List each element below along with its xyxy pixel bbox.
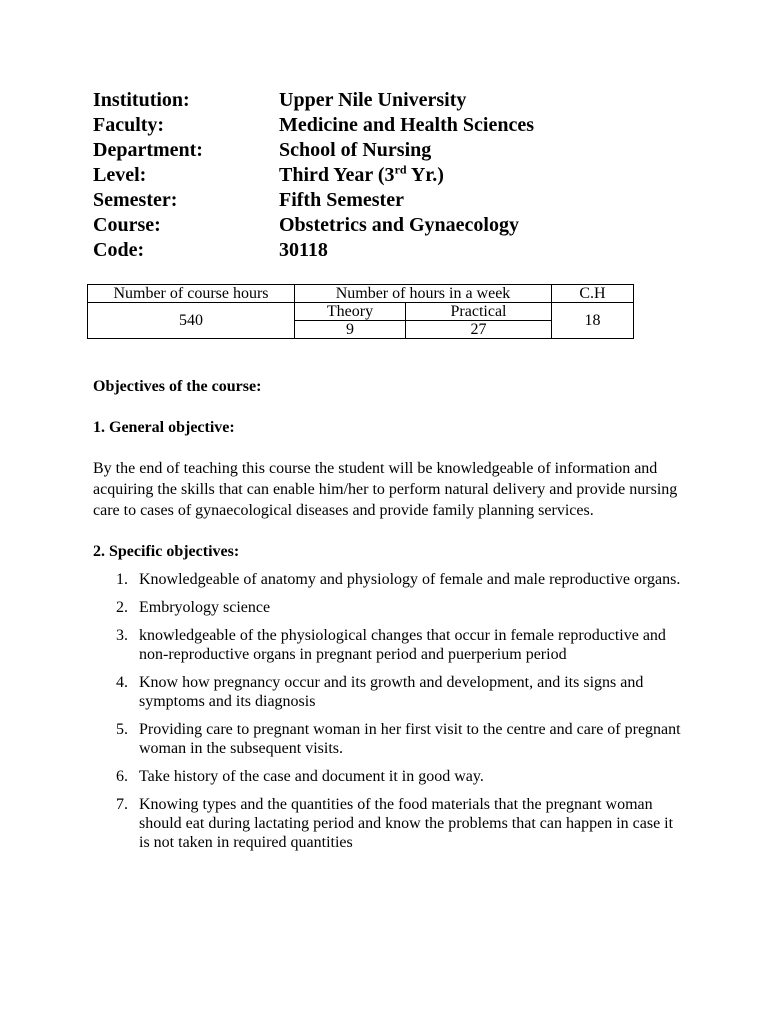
list-item-text: Embryology science [139,599,271,616]
table-row [88,303,634,321]
list-item [93,720,684,758]
list-item-number: 5. [116,721,128,738]
header-value: Upper Nile University [279,89,467,111]
list-item [93,570,684,589]
list-item-text: Take history of the case and document it in good way. [139,768,484,785]
general-objective-text: By the end of teaching this course the student will be knowledgeable of information and acquiring the skills that can enable him/her to perform natural delivery and provide nursing care to cases of gynaecological diseases and provide family planning services. [93,460,678,519]
specific-objectives-list [93,570,693,852]
list-item-text: Knowing types and the quantities of the food materials that the pregnant woman should eat during lactating period and know the problems that can happen in case it is not taken in required quantities [139,796,674,851]
header-label: Institution: [93,89,190,111]
header-row-semester [93,188,534,213]
list-item [93,795,684,852]
header-value: Obstetrics and Gynaecology [279,214,519,236]
list-item-number: 1. [116,571,128,588]
header-label: Semester: [93,189,178,211]
list-item [93,598,684,617]
col-week-hours: Number of hours in a week [295,285,552,303]
header-value: 30118 [279,239,328,261]
general-objective-heading: 1. General objective: [93,419,235,436]
cell-theory: 9 [295,321,406,339]
course-header [93,88,534,263]
list-item-text: Know how pregnancy occur and its growth and development, and its signs and symptoms and its diagnosis [139,674,644,710]
sub-practical: Practical [406,303,552,321]
objectives-heading: Objectives of the course: [93,378,262,395]
list-item-number: 7. [116,796,128,813]
sub-theory: Theory [295,303,406,321]
header-value: Fifth Semester [279,189,404,211]
header-row-department [93,138,534,163]
header-label: Code: [93,239,145,261]
level-value-start: Third Year (3 [279,164,395,186]
cell-practical: 27 [406,321,552,339]
list-item-number: 6. [116,768,128,785]
header-value [279,163,444,188]
list-item-number: 3. [116,627,128,644]
course-hours-table [87,284,634,339]
list-item [93,673,684,711]
level-superscript: rd [394,162,407,177]
list-item [93,626,684,664]
header-label: Level: [93,164,147,186]
header-row-code [93,238,534,263]
header-row-course [93,213,534,238]
col-credit-hours: C.H [552,285,634,303]
list-item-text: Providing care to pregnant woman in her first visit to the centre and care of pregnant woman in the subsequent visits. [139,721,681,757]
list-item [93,767,684,786]
header-label: Course: [93,214,161,236]
list-item-number: 4. [116,674,128,691]
header-label: Faculty: [93,114,165,136]
header-row-faculty [93,113,534,138]
list-item-text: Knowledgeable of anatomy and physiology of female and male reproductive organs. [139,571,681,588]
header-label: Department: [93,139,203,161]
header-row-level [93,163,534,188]
cell-credit-hours: 18 [552,303,634,339]
header-row-institution [93,88,534,113]
specific-objectives-heading: 2. Specific objectives: [93,543,240,560]
list-item-text: knowledgeable of the physiological changes that occur in female reproductive and non-reproductive organs in pregnant period and puerperium period [139,627,666,663]
table-header-row [88,285,634,303]
header-value: Medicine and Health Sciences [279,114,534,136]
header-value: School of Nursing [279,139,432,161]
objectives-section [93,376,693,861]
list-item-number: 2. [116,599,128,616]
level-value-end: Yr.) [406,164,444,186]
cell-course-hours: 540 [88,303,295,339]
col-course-hours: Number of course hours [88,285,295,303]
